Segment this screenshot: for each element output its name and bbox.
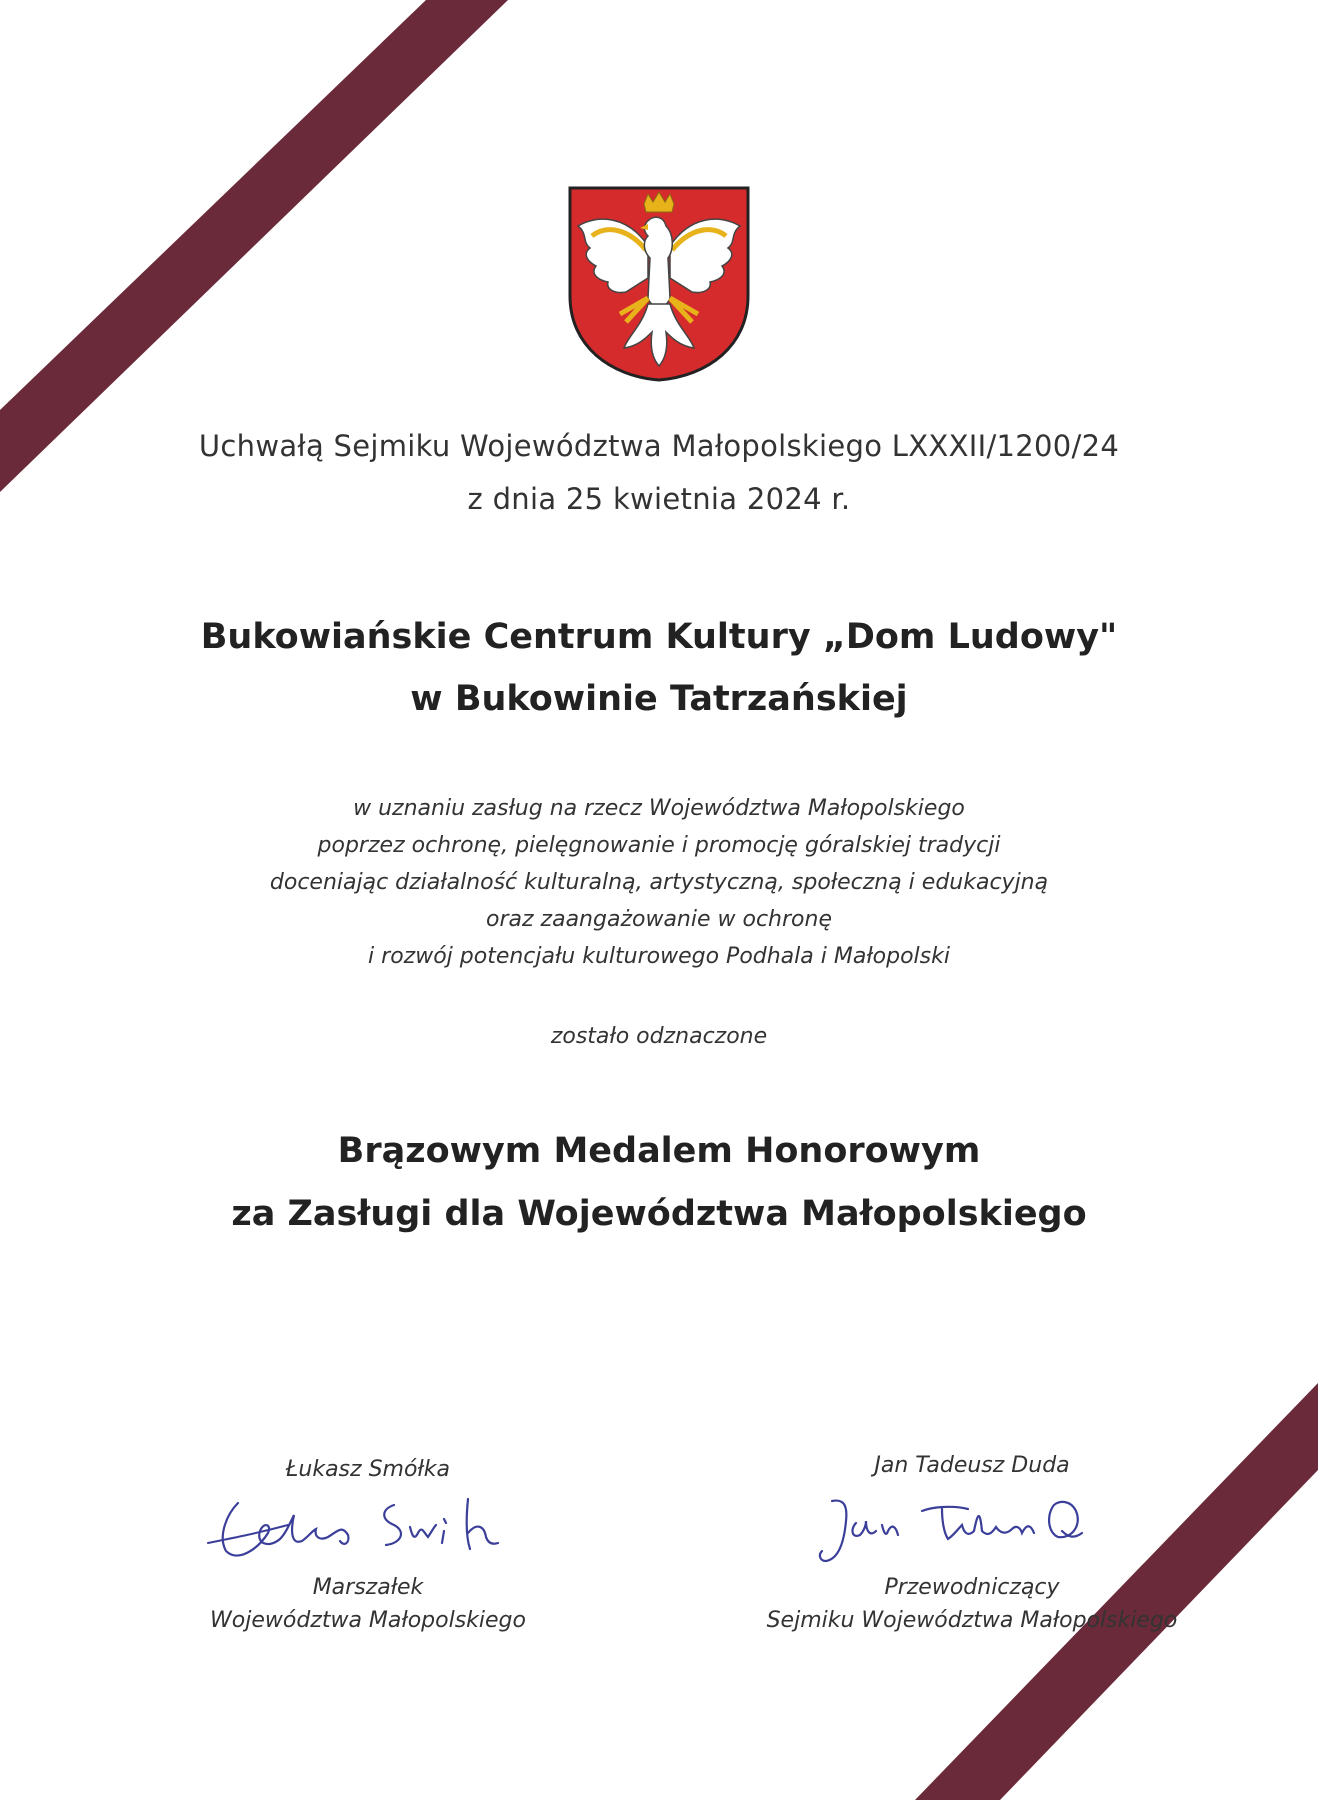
reason-line: poprzez ochronę, pielęgnowanie i promocję góralskiej tradycji (317, 833, 1001, 858)
signer-name: Łukasz Smółka (286, 1457, 450, 1482)
reason-line: oraz zaangażowanie w ochronę (486, 907, 832, 932)
medal-line-2: za Zasługi dla Województwa Małopolskiego (231, 1194, 1087, 1234)
signature-block-left (108, 1455, 628, 1637)
medal-line-1: Brązowym Medalem Honorowym (337, 1131, 981, 1171)
signature-block-right (712, 1451, 1232, 1637)
medal-name (0, 1120, 1318, 1246)
signer-title-line-1: Przewodniczący (884, 1575, 1060, 1600)
signer-title-line-1: Marszałek (312, 1575, 424, 1600)
recipient-line-1: Bukowiańskie Centrum Kultury „Dom Ludowy" (200, 617, 1118, 657)
resolution-number: Uchwałą Sejmiku Województwa Małopolskiego LXXXII/1200/24 (198, 429, 1120, 463)
awarded-text: zostało odznaczone (550, 1024, 768, 1049)
award-justification (0, 790, 1318, 975)
resolution-reference (0, 420, 1318, 526)
ribbon-top-left (0, 0, 508, 492)
recipient-name (0, 606, 1318, 730)
reason-line: i rozwój potencjału kulturowego Podhala i Małopolski (368, 944, 950, 969)
signer-title-line-2: Województwa Małopolskiego (210, 1608, 526, 1633)
reason-line: doceniając działalność kulturalną, artystyczną, społeczną i edukacyjną (269, 870, 1049, 895)
resolution-date: z dnia 25 kwietnia 2024 r. (467, 482, 851, 516)
signer-title-line-2: Sejmiku Województwa Małopolskiego (766, 1608, 1178, 1633)
handwritten-signature-right (792, 1481, 1152, 1571)
signer-name: Jan Tadeusz Duda (874, 1453, 1070, 1478)
malopolska-coat-of-arms-icon (568, 186, 750, 382)
handwritten-signature-left (198, 1485, 538, 1571)
reason-line: w uznaniu zasług na rzecz Województwa Małopolskiego (353, 796, 965, 821)
recipient-line-2: w Bukowinie Tatrzańskiej (410, 679, 908, 719)
